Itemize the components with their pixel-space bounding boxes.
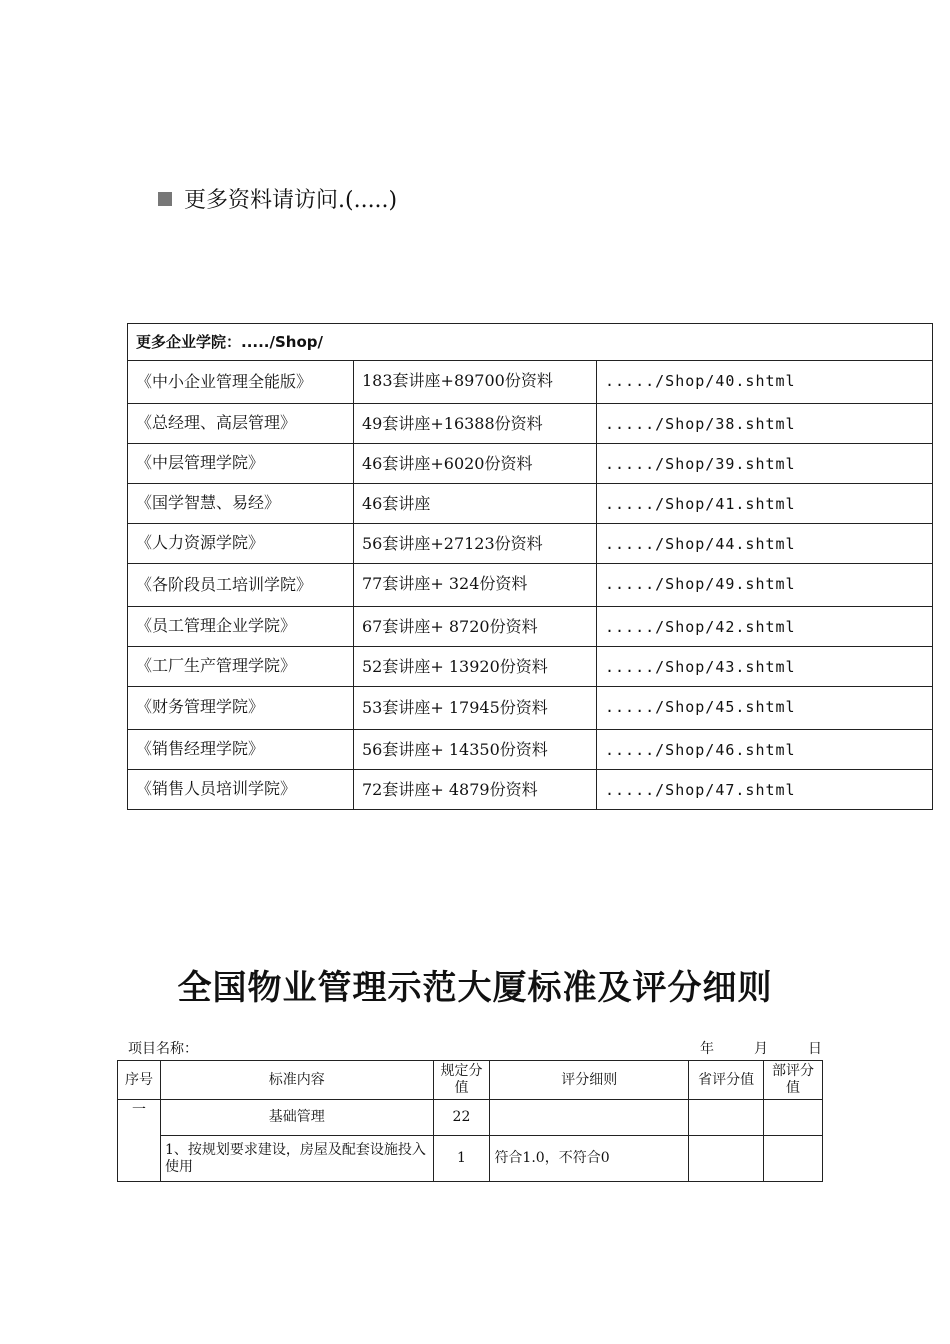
course-url[interactable]: ...../Shop/45.shtml [597, 687, 933, 730]
header-ministry-score: 部评分值 [764, 1061, 823, 1100]
header-seq: 序号 [118, 1061, 161, 1100]
date-fields [700, 1038, 822, 1058]
links-table-header: 更多企业学院：...../Shop/ [128, 324, 933, 361]
item-province-score [689, 1136, 764, 1182]
course-url[interactable]: ...../Shop/47.shtml [597, 770, 933, 810]
course-count: 183套讲座+89700份资料 [354, 361, 597, 404]
course-links-table [127, 323, 933, 810]
course-name: 《财务管理学院》 [128, 687, 354, 730]
document-title: 全国物业管理示范大厦标准及评分细则 [177, 968, 773, 1008]
course-url[interactable]: ...../Shop/42.shtml [597, 607, 933, 647]
course-name: 《人力资源学院》 [128, 524, 354, 564]
course-count: 67套讲座+ 8720份资料 [354, 607, 597, 647]
table-row [128, 647, 933, 687]
scoring-table [117, 1060, 823, 1182]
notice-text: 更多资料请访问.(.....) [184, 188, 398, 213]
day-label: 日 [808, 1041, 822, 1057]
section-detail [490, 1100, 689, 1136]
course-name: 《国学智慧、易经》 [128, 484, 354, 524]
section-content: 基础管理 [160, 1100, 433, 1136]
table-row [128, 404, 933, 444]
course-url[interactable]: ...../Shop/43.shtml [597, 647, 933, 687]
project-meta-row [128, 1038, 822, 1058]
course-count: 56套讲座+ 14350份资料 [354, 730, 597, 770]
table-row [128, 730, 933, 770]
course-url[interactable]: ...../Shop/49.shtml [597, 564, 933, 607]
table-row [118, 1100, 823, 1136]
scoring-header-row [118, 1061, 823, 1100]
item-points: 1 [433, 1136, 490, 1182]
header-content: 标准内容 [160, 1061, 433, 1100]
course-name: 《销售经理学院》 [128, 730, 354, 770]
course-count: 56套讲座+27123份资料 [354, 524, 597, 564]
month-label: 月 [754, 1041, 768, 1057]
item-detail: 符合1.0，不符合0 [490, 1136, 689, 1182]
course-name: 《中小企业管理全能版》 [128, 361, 354, 404]
course-count: 49套讲座+16388份资料 [354, 404, 597, 444]
table-row [128, 770, 933, 810]
table-row [118, 1136, 823, 1182]
year-label: 年 [700, 1041, 714, 1057]
section-points: 22 [433, 1100, 490, 1136]
course-name: 《工厂生产管理学院》 [128, 647, 354, 687]
course-url[interactable]: ...../Shop/44.shtml [597, 524, 933, 564]
course-name: 《中层管理学院》 [128, 444, 354, 484]
project-name-label: 项目名称： [128, 1041, 198, 1057]
notice-line [158, 183, 397, 214]
course-count: 53套讲座+ 17945份资料 [354, 687, 597, 730]
item-content: 1、按规划要求建设，房屋及配套设施投入使用 [160, 1136, 433, 1182]
course-count: 77套讲座+ 324份资料 [354, 564, 597, 607]
table-row [128, 484, 933, 524]
header-detail: 评分细则 [490, 1061, 689, 1100]
table-row [128, 361, 933, 404]
section-ministry-score [764, 1100, 823, 1136]
course-url[interactable]: ...../Shop/46.shtml [597, 730, 933, 770]
table-row [128, 524, 933, 564]
course-name: 《总经理、高层管理》 [128, 404, 354, 444]
course-count: 46套讲座 [354, 484, 597, 524]
course-count: 72套讲座+ 4879份资料 [354, 770, 597, 810]
table-row [128, 607, 933, 647]
header-province-score: 省评分值 [689, 1061, 764, 1100]
course-url[interactable]: ...../Shop/38.shtml [597, 404, 933, 444]
item-ministry-score [764, 1136, 823, 1182]
table-row [128, 444, 933, 484]
course-url[interactable]: ...../Shop/41.shtml [597, 484, 933, 524]
table-row [128, 687, 933, 730]
table-row [128, 564, 933, 607]
square-bullet-icon [158, 192, 172, 206]
course-url[interactable]: ...../Shop/40.shtml [597, 361, 933, 404]
course-name: 《员工管理企业学院》 [128, 607, 354, 647]
course-count: 52套讲座+ 13920份资料 [354, 647, 597, 687]
course-name: 《各阶段员工培训学院》 [128, 564, 354, 607]
section-seq: 一 [118, 1100, 161, 1182]
header-points: 规定分值 [433, 1061, 490, 1100]
course-name: 《销售人员培训学院》 [128, 770, 354, 810]
section-province-score [689, 1100, 764, 1136]
course-count: 46套讲座+6020份资料 [354, 444, 597, 484]
course-url[interactable]: ...../Shop/39.shtml [597, 444, 933, 484]
